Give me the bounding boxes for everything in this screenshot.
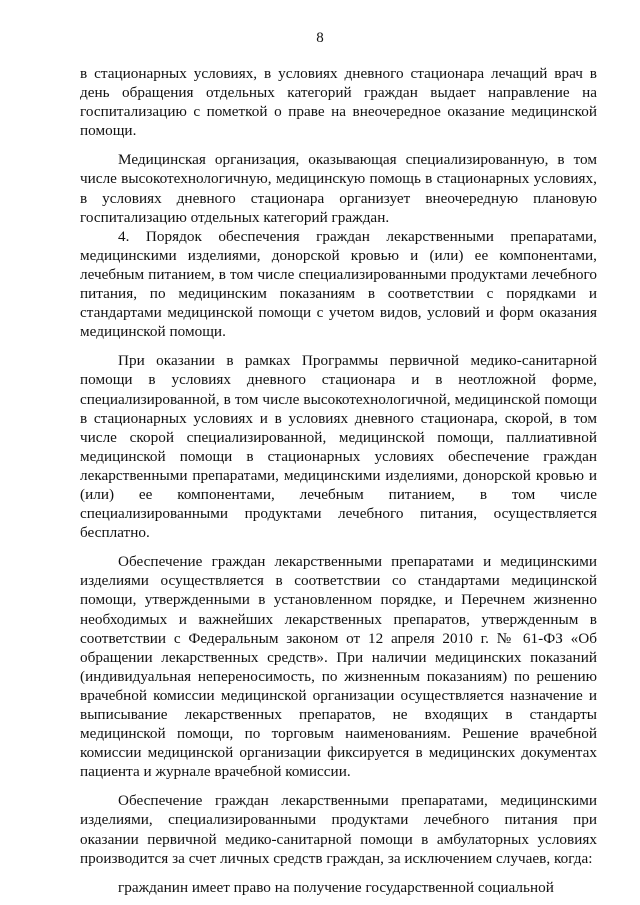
paragraph-free-provision: При оказании в рамках Программы первичной медико-санитарной помощи в условиях дневного стационара и в неотложной форме, специализированной, в том числе высокотехнологичной, медицинской помощи в стационарных условиях и в условиях дневного стационара, скорой, в том числе скорой специализированной, медицинской помощи, паллиативной медицинской помощи в стационарных условиях обеспечение граждан лекарственными препаратами, медицинскими изделиями, донорской кровью и (или) ее компонентами, лечебным питанием, в том числе специализированными продуктами лечебного питания, осуществляется бесплатно.	[80, 352, 597, 542]
paragraph-outpatient-provision: Обеспечение граждан лекарственными препаратами, медицинскими изделиями, специализированными продуктами лечебного питания при оказании первичной медико-санитарной помощи в амбулаторных условиях производится за счет личных средств граждан, за исключением случаев, когда:	[80, 792, 597, 867]
paragraph-standards-provision: Обеспечение граждан лекарственными препаратами и медицинскими изделиями осуществляется в соответствии со стандартами медицинской помощи, утвержденными в установленном порядке, и Перечнем жизненно необходимых и важнейших лекарственных препаратов, утвержденным в соответствии с Федеральным законом от 12 апреля 2010 г. № 61-ФЗ «Об обращении лекарственных средств». При наличии медицинских показаний (индивидуальная непереносимость, по жизненным показаниям) по решению врачебной комиссии медицинской организации осуществляется назначение и выписывание лекарственных препаратов, не входящих в стандарты медицинской помощи, по торговым наименованиям. Решение врачебной комиссии медицинской организации фиксируется в медицинских документах пациента и журнале врачебной комиссии.	[80, 553, 597, 781]
paragraph-social-right: гражданин имеет право на получение государственной социальной	[118, 878, 554, 896]
paragraph-continuation: в стационарных условиях, в условиях дневного стационара лечащий врач в день обращения отдельных категорий граждан выдает направление на госпитализацию с пометкой о праве на внеочередное оказание медицинской помощи.	[80, 65, 597, 140]
paragraph-section-4-heading: 4. Порядок обеспечения граждан лекарственными препаратами, медицинскими изделиями, донорской кровью и (или) ее компонентами, лечебным питанием, в том числе специализированными продуктами лечебного питания, по медицинским показаниям в соответствии с порядками и стандартами медицинской помощи с учетом видов, условий и форм оказания медицинской помощи.	[80, 227, 597, 341]
paragraph-medical-organization: Медицинская организация, оказывающая специализированную, в том числе высокотехнологичную, медицинскую помощь в стационарных условиях, в условиях дневного стационара организует внеочередную плановую госпитализацию отдельных категорий граждан.	[80, 151, 597, 226]
page-number: 8	[316, 30, 324, 46]
document-body	[80, 64, 597, 897]
